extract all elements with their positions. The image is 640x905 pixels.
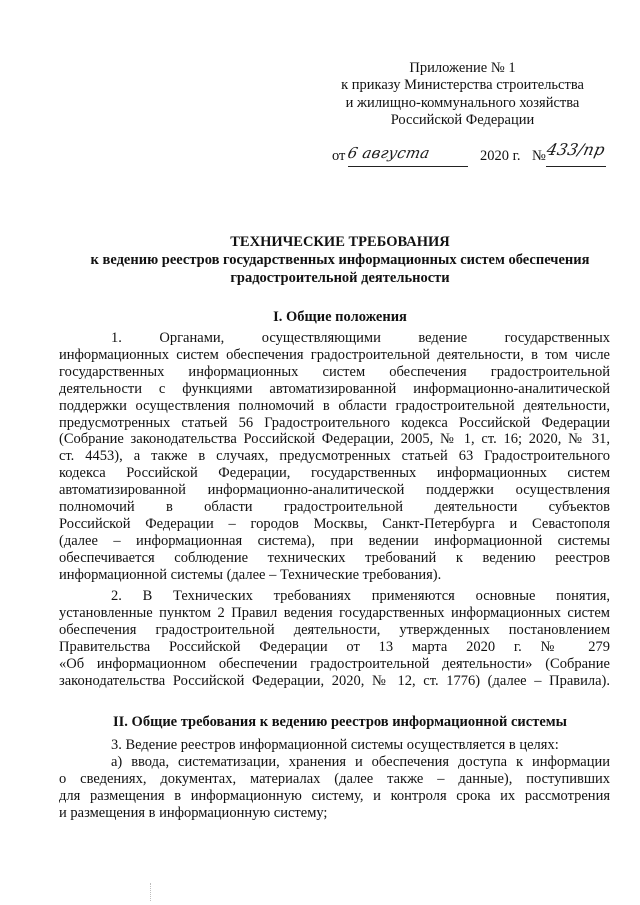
paragraph-line: поддержки осуществления полномочий в области градостроительной деятельности, (59, 397, 610, 414)
paragraph-line: предусмотренных статьей 56 Градостроительного кодекса Российской Федерации (59, 414, 610, 431)
paragraph-line: (далее – информационная система), при ведении информационной системы (59, 532, 610, 549)
paragraph-3a (59, 754, 610, 822)
paragraph-line: а) ввода, систематизации, хранения и обеспечения доступа к информации (111, 754, 610, 770)
date-prefix: от (332, 148, 346, 164)
section-heading-1: I. Общие положения (273, 309, 407, 325)
paragraph-line: автоматизированной информационно-аналитической поддержки осуществления (59, 482, 610, 499)
handwritten-date: 6 августа (346, 144, 432, 162)
title-line-1: ТЕХНИЧЕСКИЕ ТРЕБОВАНИЯ (230, 234, 450, 250)
appendix-line-4: Российской Федерации (390, 112, 535, 129)
title-line-3: градостроительной деятельности (230, 269, 450, 286)
paragraph-line: информационной системы (далее – Технические требования). (59, 566, 442, 583)
date-underline (348, 166, 468, 167)
paragraph-line: установленные пунктом 2 Правил ведения государственных информационных систем (59, 604, 610, 621)
paragraph-line: и размещения в информационную систему; (59, 804, 328, 821)
paragraph-3 (59, 737, 610, 754)
paragraph-line: информационных систем обеспечения градостроительной деятельности, в том числе (59, 346, 610, 363)
date-year: 2020 г. (480, 148, 521, 164)
paragraph-line: о сведениях, документах, материалах (далее также – данные), поступивших (59, 770, 610, 787)
section-heading-2: II. Общие требования к ведению реестров информационной системы (113, 714, 567, 730)
number-label: № (532, 148, 546, 164)
paragraph-line: Российской Федерации – городов Москвы, Санкт-Петербурга и Севастополя (59, 515, 610, 532)
appendix-line-2: к приказу Министерства строительства (341, 77, 584, 94)
paragraph-line: 1. Органами, осуществляющими ведение государственных (111, 330, 610, 346)
document-title (40, 234, 640, 287)
paragraph-line: законодательства Российской Федерации, 2020, № 12, ст. 1776) (далее – Правила). (59, 672, 610, 689)
handwritten-order-number: 433/пр (544, 140, 607, 159)
paragraph-2 (59, 588, 610, 689)
paragraph-line: 2. В Технических требованиях применяются основные понятия, (111, 588, 610, 604)
appendix-line-1: Приложение № 1 (409, 60, 516, 76)
paragraph-1 (59, 330, 610, 584)
paragraph-line: (Собрание законодательства Российской Федерации, 2005, № 1, ст. 16; 2020, № 31, (59, 431, 610, 448)
paragraph-line: обеспечения градостроительной деятельности, утвержденных постановлением (59, 621, 610, 638)
scan-artifact-mark (150, 883, 152, 901)
number-underline (546, 166, 606, 167)
paragraph-line: «Об информационном обеспечении градостроительной деятельности» (Собрание (59, 655, 610, 672)
paragraph-line: полномочий в области градостроительной деятельности субъектов (59, 499, 610, 516)
paragraph-line: Правительства Российской Федерации от 13 марта 2020 г. № 279 (59, 638, 610, 655)
paragraph-line: ст. 4453), а также в случаях, предусмотренных статьей 63 Градостроительного (59, 448, 610, 465)
title-line-2: к ведению реестров государственных информационных систем обеспечения (90, 251, 590, 268)
order-dateline (332, 140, 612, 168)
paragraph-line: 3. Ведение реестров информационной системы осуществляется в целях: (111, 737, 559, 753)
paragraph-line: деятельности с функциями автоматизированной информационно-аналитической (59, 380, 610, 397)
appendix-header (330, 60, 595, 130)
paragraph-line: для размещения в информационную систему, и контроля срока их рассмотрения (59, 787, 610, 804)
paragraph-line: кодекса Российской Федерации, государственных информационных систем (59, 465, 610, 482)
paragraph-line: обеспечивается соблюдение технических требований к ведению реестров (59, 549, 610, 566)
paragraph-line: государственных информационных систем обеспечения градостроительной (59, 363, 610, 380)
appendix-line-3: и жилищно-коммунального хозяйства (345, 94, 580, 111)
